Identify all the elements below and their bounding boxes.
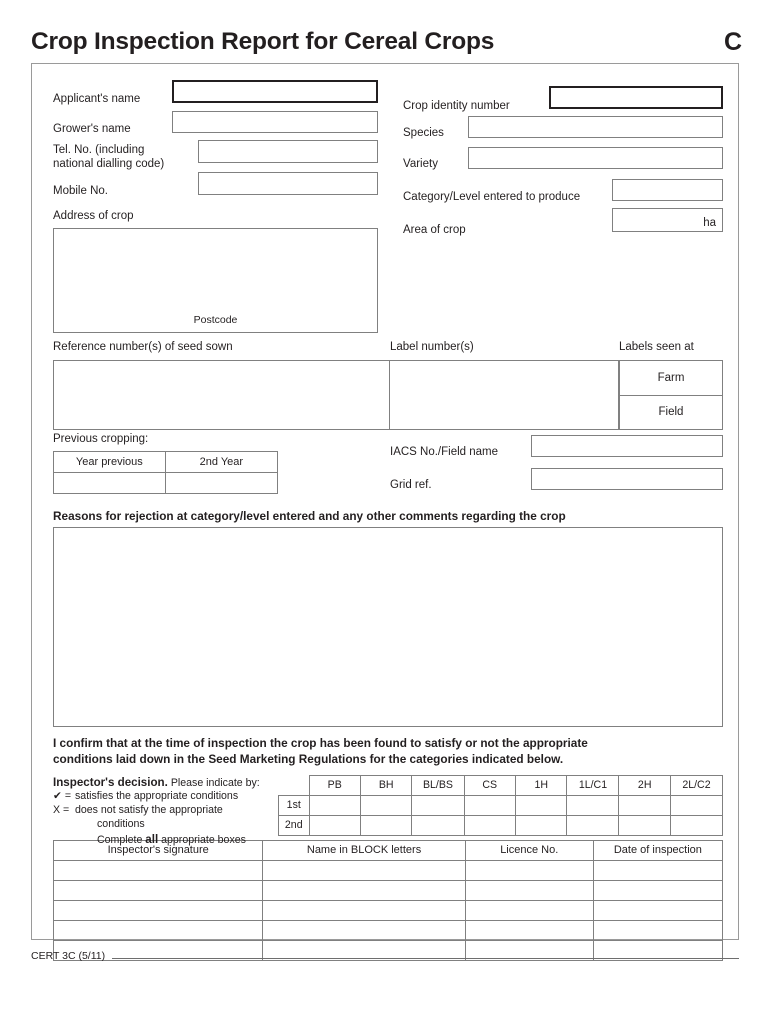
signature-cell-1-2[interactable] xyxy=(465,880,593,900)
signature-header-2: Licence No. xyxy=(465,840,593,860)
table-row xyxy=(54,860,723,880)
applicant-name-input[interactable] xyxy=(172,80,378,103)
reasons-section xyxy=(53,509,723,727)
mobile-number-label: Mobile No. xyxy=(53,185,108,197)
category-level-input[interactable] xyxy=(612,179,723,201)
reasons-textarea[interactable] xyxy=(53,527,723,727)
form-inner xyxy=(53,75,723,961)
page-title: Crop Inspection Report for Cereal Crops xyxy=(31,27,495,55)
previous-cropping-value-0[interactable] xyxy=(54,473,166,494)
legend-cross-text: does not satisfy the appropriate xyxy=(75,804,223,817)
previous-cropping-col-1: 2nd Year xyxy=(165,452,277,473)
decision-cell-2nd-7[interactable] xyxy=(670,815,722,835)
complete-note-post: appropriate boxes xyxy=(158,833,246,846)
signature-cell-1-1[interactable] xyxy=(263,880,465,900)
grid-ref-label: Grid ref. xyxy=(390,479,432,491)
decision-row-label-1st: 1st xyxy=(279,795,310,815)
iacs-number-label: IACS No./Field name xyxy=(390,446,499,458)
grower-name-label: Grower's name xyxy=(53,123,131,135)
decision-cell-1st-0[interactable] xyxy=(309,795,360,815)
signature-header-3: Date of inspection xyxy=(593,840,722,860)
telephone-input[interactable] xyxy=(198,140,378,163)
previous-cropping-value-1[interactable] xyxy=(165,473,277,494)
confirmation-statement xyxy=(53,736,653,768)
variety-input[interactable] xyxy=(468,147,723,169)
label-numbers-input[interactable] xyxy=(390,360,619,430)
labels-seen-at-field[interactable]: Field xyxy=(619,396,723,431)
legend-row-tick xyxy=(53,790,303,804)
category-header-4: 1H xyxy=(516,775,567,795)
decision-cell-1st-3[interactable] xyxy=(464,795,515,815)
form-frame xyxy=(31,63,739,940)
decision-cell-2nd-3[interactable] xyxy=(464,815,515,835)
grower-name-input[interactable] xyxy=(172,111,378,133)
signature-cell-2-3[interactable] xyxy=(593,900,722,920)
signature-header-1: Name in BLOCK letters xyxy=(263,840,465,860)
table-row xyxy=(279,815,723,835)
seed-reference-label: Reference number(s) of seed sown xyxy=(53,341,233,353)
previous-cropping-table xyxy=(53,451,278,494)
category-header-5: 1L/C1 xyxy=(567,775,619,795)
decision-cell-1st-1[interactable] xyxy=(360,795,411,815)
cross-icon: X = xyxy=(53,804,70,817)
crop-identity-number-input[interactable] xyxy=(549,86,723,109)
telephone-label-line1: Tel. No. (including xyxy=(53,144,145,156)
inspector-decision-heading: Inspector's decision. xyxy=(53,775,168,789)
inspector-decision-heading-suffix: Please indicate by: xyxy=(167,776,260,789)
complete-note-pre: Complete xyxy=(97,833,146,846)
signature-cell-0-0[interactable] xyxy=(54,860,263,880)
table-row xyxy=(54,452,278,473)
inspector-decision-heading-line xyxy=(53,775,303,791)
decision-cell-1st-4[interactable] xyxy=(516,795,567,815)
signature-cell-3-2[interactable] xyxy=(465,920,593,940)
species-label: Species xyxy=(403,127,444,139)
form-corner-letter: C xyxy=(723,27,742,56)
previous-cropping-col-0: Year previous xyxy=(54,452,166,473)
area-unit-label: ha xyxy=(703,217,716,229)
signature-table xyxy=(53,840,723,961)
previous-cropping-section xyxy=(53,433,723,505)
decision-cell-2nd-1[interactable] xyxy=(360,815,411,835)
table-row xyxy=(54,880,723,900)
postcode-label: Postcode xyxy=(193,314,238,326)
page-header xyxy=(31,22,748,62)
species-input[interactable] xyxy=(468,116,723,138)
crop-identity-number-label: Crop identity number xyxy=(403,100,510,112)
legend-row-cross xyxy=(53,804,303,818)
address-of-crop-input[interactable] xyxy=(53,228,378,333)
category-table-corner xyxy=(279,775,310,795)
applicant-name-label: Applicant's name xyxy=(53,93,141,105)
category-header-0: PB xyxy=(309,775,360,795)
check-icon: ✔ = xyxy=(53,790,72,803)
table-row xyxy=(54,900,723,920)
confirmation-line-1: I confirm that at the time of inspection the crop has been found to satisfy or not the appropriate xyxy=(53,736,588,750)
decision-cell-2nd-6[interactable] xyxy=(619,815,670,835)
decision-cell-2nd-5[interactable] xyxy=(567,815,619,835)
footer-divider xyxy=(112,958,739,959)
signature-cell-0-3[interactable] xyxy=(593,860,722,880)
category-header-1: BH xyxy=(360,775,411,795)
signature-cell-1-0[interactable] xyxy=(54,880,263,900)
inspector-decision-section xyxy=(53,775,723,846)
table-row xyxy=(279,775,723,795)
previous-cropping-title: Previous cropping: xyxy=(53,433,149,445)
complete-note-bold: all xyxy=(145,832,159,846)
category-header-3: CS xyxy=(464,775,515,795)
page-footer xyxy=(31,950,739,962)
signature-cell-2-2[interactable] xyxy=(465,900,593,920)
category-level-label: Category/Level entered to produce xyxy=(403,191,581,203)
legend-cross-text-cont: conditions xyxy=(97,817,145,830)
applicant-section xyxy=(53,75,723,337)
signature-cell-1-3[interactable] xyxy=(593,880,722,900)
decision-cell-1st-7[interactable] xyxy=(670,795,722,815)
confirmation-line-2: conditions laid down in the Seed Marketing Regulations for the categories indicated below. xyxy=(53,751,564,766)
category-decision-table xyxy=(278,775,723,836)
grid-ref-input[interactable] xyxy=(531,468,723,490)
complete-all-note xyxy=(53,832,303,848)
table-row xyxy=(54,473,278,494)
decision-cell-2nd-0[interactable] xyxy=(309,815,360,835)
category-header-2: BL/BS xyxy=(412,775,464,795)
area-of-crop-label: Area of crop xyxy=(403,224,466,236)
reference-boxes xyxy=(53,360,723,430)
signature-cell-0-1[interactable] xyxy=(263,860,465,880)
address-of-crop-label: Address of crop xyxy=(53,210,134,222)
category-header-6: 2H xyxy=(619,775,670,795)
labels-seen-at-group xyxy=(619,360,723,430)
decision-cell-1st-6[interactable] xyxy=(619,795,670,815)
iacs-number-input[interactable] xyxy=(531,435,723,457)
legend-tick-text: satisfies the appropriate conditions xyxy=(75,790,239,803)
telephone-label-line2: national dialling code) xyxy=(53,158,165,170)
decision-cell-1st-5[interactable] xyxy=(567,795,619,815)
form-code: CERT 3C (5/11) xyxy=(31,950,106,962)
signature-cell-2-1[interactable] xyxy=(263,900,465,920)
labels-seen-at-label: Labels seen at xyxy=(619,341,694,353)
signature-cell-2-0[interactable] xyxy=(54,900,263,920)
table-row xyxy=(279,795,723,815)
mobile-number-input[interactable] xyxy=(198,172,378,195)
signature-cell-3-1[interactable] xyxy=(263,920,465,940)
signature-header-0: Inspector's signature xyxy=(54,840,263,860)
decision-cell-2nd-4[interactable] xyxy=(516,815,567,835)
category-header-7: 2L/C2 xyxy=(670,775,722,795)
seed-reference-input[interactable] xyxy=(53,360,390,430)
inspector-decision-legend xyxy=(53,775,303,848)
reasons-title: Reasons for rejection at category/level entered and any other comments regarding the crop xyxy=(53,509,566,523)
decision-cell-1st-2[interactable] xyxy=(412,795,464,815)
variety-label: Variety xyxy=(403,158,438,170)
signature-cell-3-0[interactable] xyxy=(54,920,263,940)
decision-cell-2nd-2[interactable] xyxy=(412,815,464,835)
reference-section xyxy=(53,341,723,433)
signature-cell-0-2[interactable] xyxy=(465,860,593,880)
decision-row-label-2nd: 2nd xyxy=(279,815,310,835)
signature-cell-3-3[interactable] xyxy=(593,920,722,940)
label-numbers-label: Label number(s) xyxy=(390,341,474,353)
area-of-crop-input[interactable] xyxy=(612,208,723,232)
labels-seen-at-farm[interactable]: Farm xyxy=(619,360,723,396)
table-row xyxy=(54,920,723,940)
